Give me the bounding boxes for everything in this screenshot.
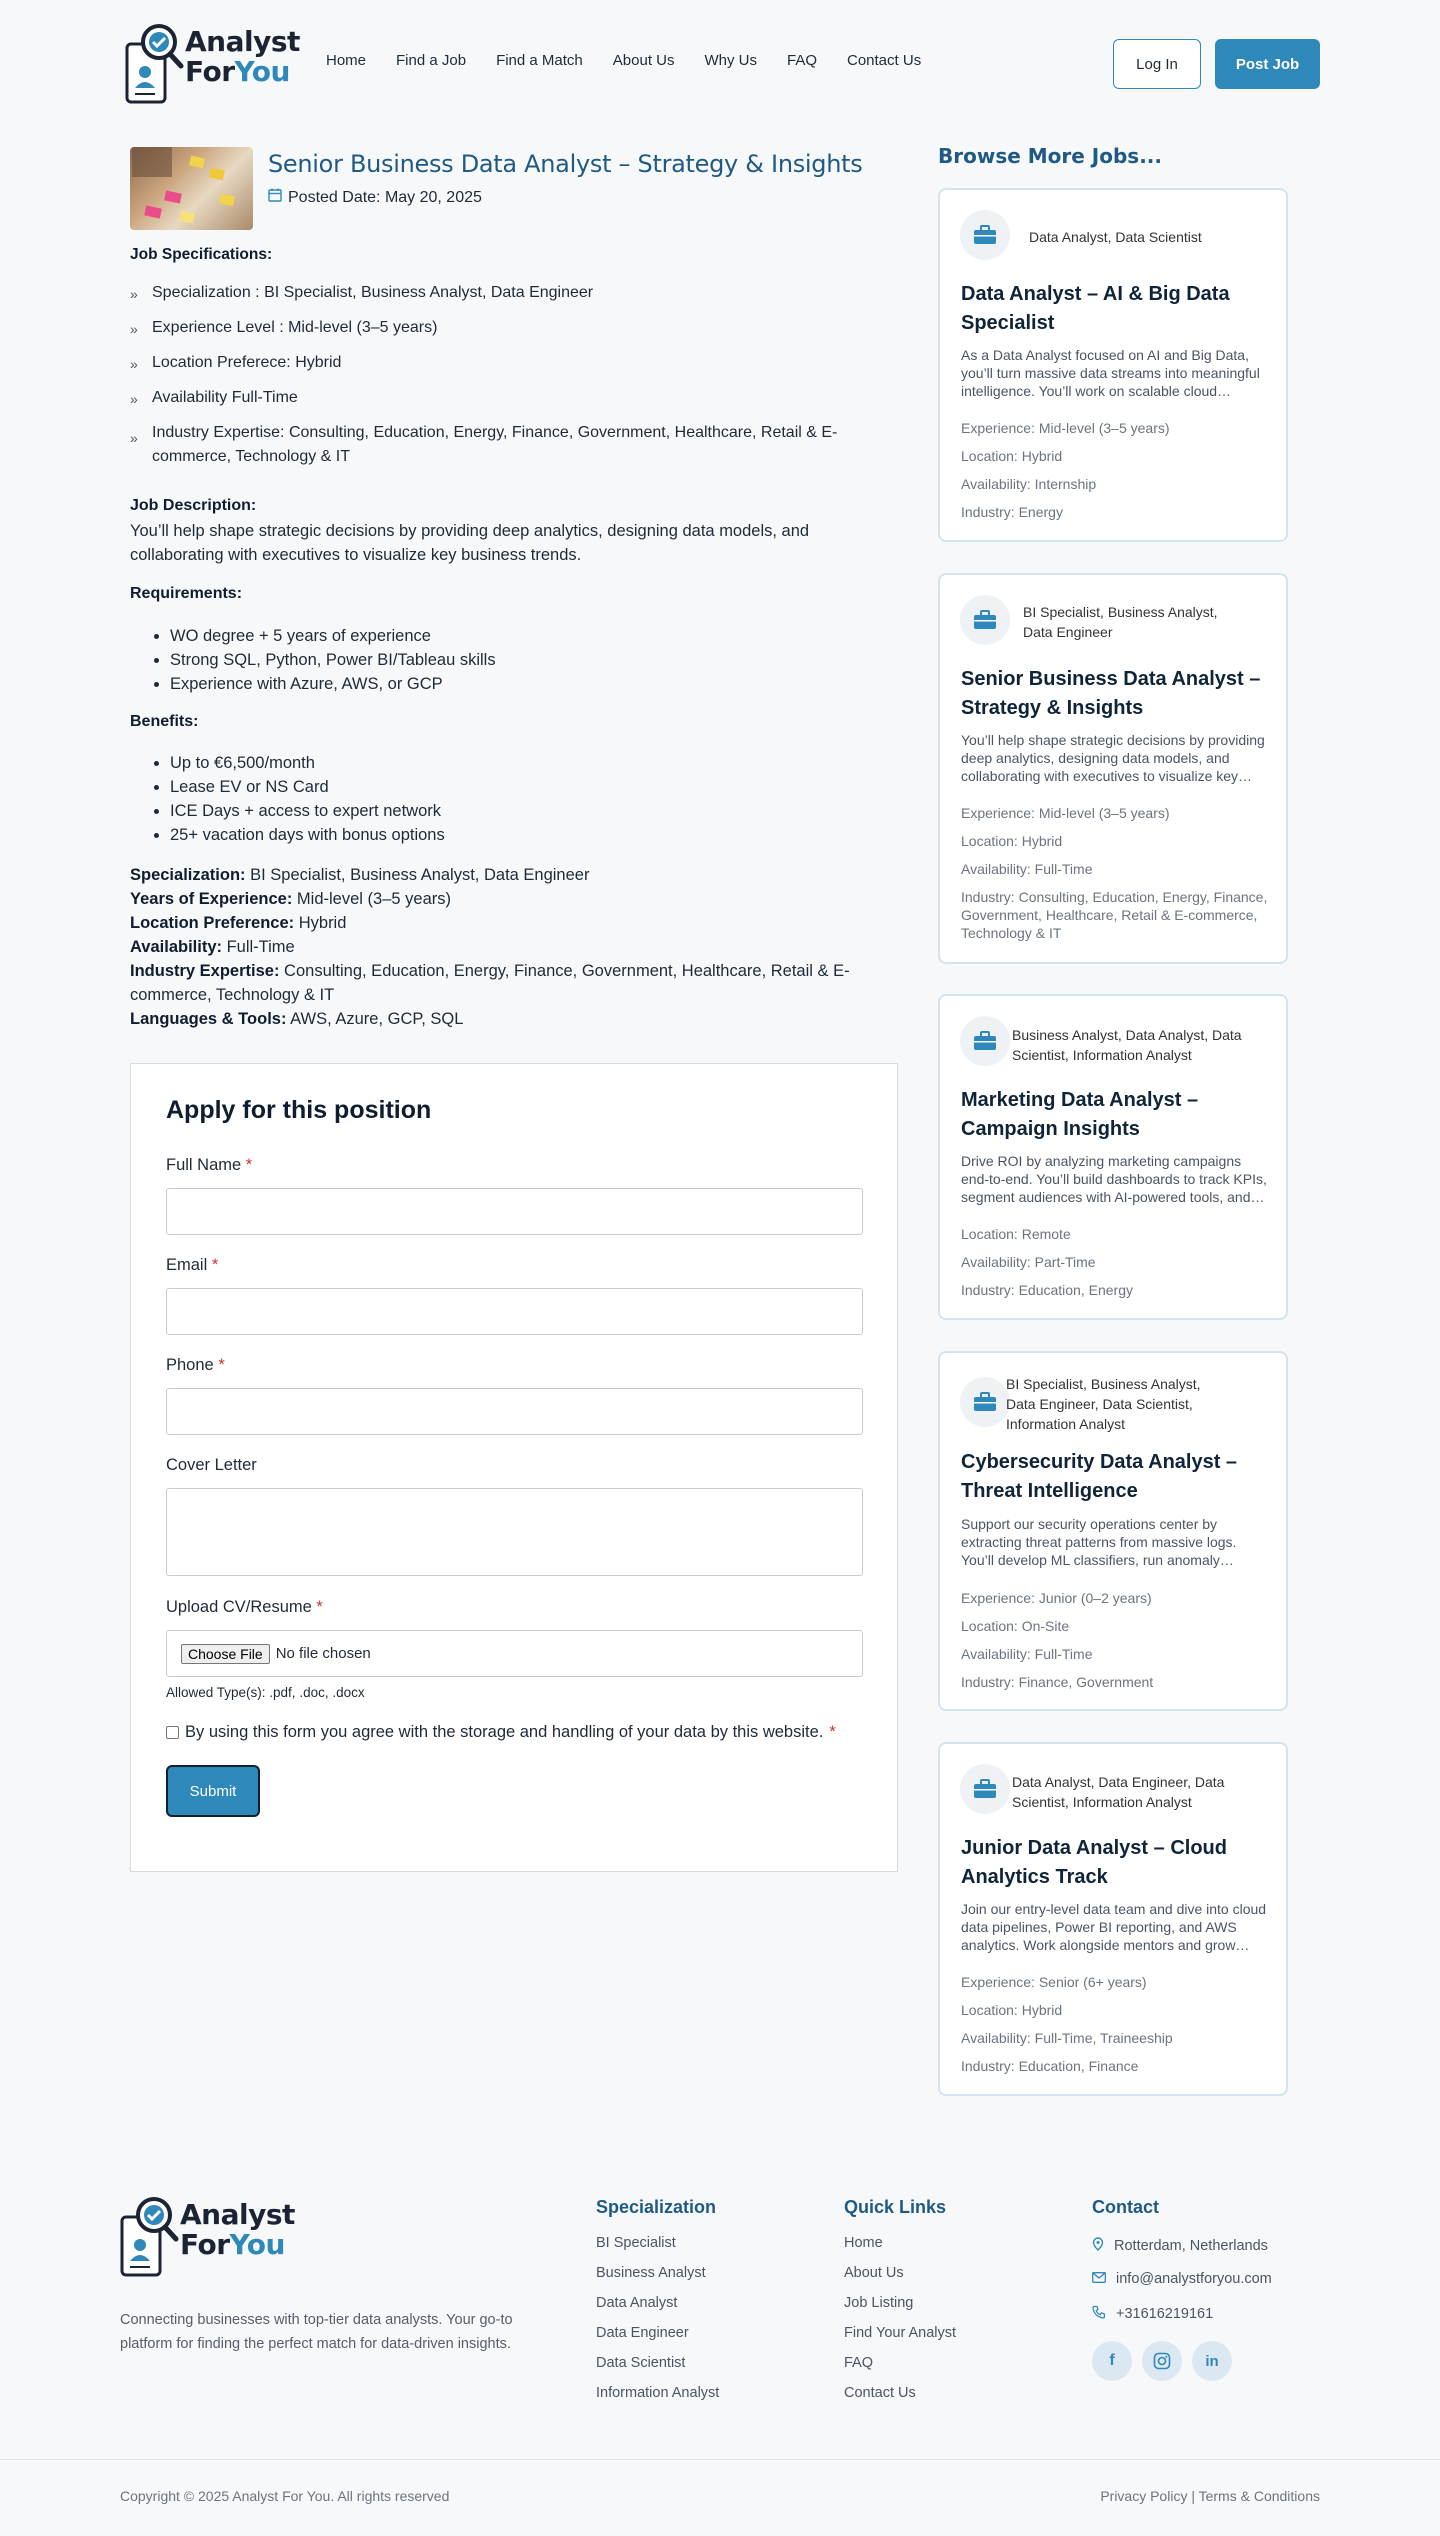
benefit-item: • Up to €6,500/month [170, 751, 445, 775]
job-card-location: Location: Remote [961, 1226, 1071, 1242]
job-card-experience: Experience: Senior (6+ years) [961, 1974, 1147, 1990]
job-description-text: You’ll help shape strategic decisions by providing deep analytics, designing data models, and collaborating with executives to visualize key business trends. [130, 522, 810, 564]
job-description-heading: Job Description: [130, 497, 257, 514]
job-card-title[interactable]: Junior Data Analyst – Cloud Analytics Track [961, 1837, 1227, 1888]
post-job-button[interactable]: Post Job [1215, 39, 1320, 89]
job-card-industry: Industry: Finance, Government [961, 1674, 1154, 1690]
footer-link-data-analyst[interactable]: Data Analyst [596, 2295, 678, 2311]
footer-link-about-us[interactable]: About Us [844, 2265, 904, 2281]
summary-experience: Years of Experience: Mid-level (3–5 years) [130, 890, 451, 908]
email-input[interactable] [166, 1288, 863, 1335]
footer-link-faq[interactable]: FAQ [844, 2355, 874, 2371]
benefit-item: • Lease EV or NS Card [170, 775, 445, 799]
job-card-categories: Data Analyst, Data Engineer, Data Scientist, Information Analyst [1012, 1774, 1225, 1810]
facebook-icon[interactable]: f [1092, 2341, 1132, 2381]
footer-link-job-listing[interactable]: Job Listing [844, 2295, 914, 2311]
logo-wordmark: Analyst ForYou [180, 2198, 295, 2261]
benefit-item: • 25+ vacation days with bonus options [170, 823, 445, 847]
briefcase-icon [960, 1764, 1010, 1814]
nav-about-us[interactable]: About Us [612, 52, 675, 69]
footer-link-business-analyst[interactable]: Business Analyst [596, 2265, 706, 2281]
nav-faq[interactable]: FAQ [786, 52, 817, 69]
job-card-availability: Availability: Full-Time [961, 1646, 1093, 1662]
job-card-description: As a Data Analyst focused on AI and Big Data, you’ll turn massive data streams into meaningful intelligence. You’ll work on scalable cloud… [961, 347, 1260, 399]
job-specifications-heading: Job Specifications: [130, 246, 273, 263]
job-card-industry: Industry: Education, Finance [961, 2058, 1139, 2074]
job-card-location: Location: Hybrid [961, 833, 1063, 849]
benefits-list [170, 751, 445, 847]
job-card-title[interactable]: Cybersecurity Data Analyst – Threat Intelligence [961, 1451, 1238, 1502]
spec-item: » Location Preferece: Hybrid [130, 351, 850, 376]
apply-form-title: Apply for this position [166, 1096, 432, 1124]
summary-availability: Availability: Full-Time [130, 938, 295, 956]
job-card-experience: Experience: Mid-level (3–5 years) [961, 420, 1170, 436]
choose-file-button[interactable]: Choose File [181, 1644, 270, 1664]
calendar-icon [268, 188, 282, 207]
job-card-availability: Availability: Internship [961, 476, 1097, 492]
analyst-logo-icon [120, 2195, 184, 2279]
footer-link-data-scientist[interactable]: Data Scientist [596, 2355, 686, 2371]
job-card-description: Drive ROI by analyzing marketing campaigns end-to-end. You’ll build dashboards to track KPIs, segment audiences with AI-powered tools, and… [961, 1153, 1267, 1205]
nav-find-a-match[interactable]: Find a Match [496, 52, 583, 69]
job-card-availability: Availability: Full-Time [961, 861, 1093, 877]
site-logo[interactable] [125, 22, 300, 106]
footer-address: Rotterdam, Netherlands [1092, 2237, 1268, 2255]
posted-date [268, 188, 482, 207]
double-chevron-right-icon: » [130, 286, 138, 302]
double-chevron-right-icon: » [130, 356, 138, 372]
job-card-availability: Availability: Full-Time, Traineeship [961, 2030, 1173, 2046]
consent-text: By using this form you agree with the storage and handling of your data by this website. [185, 1723, 824, 1741]
briefcase-icon [960, 1377, 1010, 1427]
full-name-input[interactable] [166, 1188, 863, 1235]
cv-file-input[interactable] [166, 1630, 863, 1677]
requirement-item: • Strong SQL, Python, Power BI/Tableau skills [170, 648, 496, 672]
analyst-logo-icon [125, 22, 189, 106]
cover-letter-label: Cover Letter [166, 1456, 257, 1474]
job-card-experience: Experience: Mid-level (3–5 years) [961, 805, 1170, 821]
nav-why-us[interactable]: Why Us [704, 52, 757, 69]
requirement-item: • WO degree + 5 years of experience [170, 624, 496, 648]
footer-specialization-title: Specialization [596, 2197, 717, 2217]
summary-languages: Languages & Tools: AWS, Azure, GCP, SQL [130, 1010, 464, 1028]
logo-wordmark: Analyst ForYou [185, 25, 300, 88]
location-pin-icon [1092, 2237, 1104, 2255]
requirements-list [170, 624, 496, 696]
browse-more-jobs-title: Browse More Jobs... [938, 144, 1162, 168]
job-specifications-list [130, 281, 850, 479]
job-card-industry: Industry: Consulting, Education, Energy, Finance, Government, Healthcare, Retail & E-commerce, Technology & IT [961, 889, 1268, 941]
requirement-item: • Experience with Azure, AWS, or GCP [170, 672, 496, 696]
nav-contact-us[interactable]: Contact Us [847, 52, 922, 69]
job-card-location: Location: On-Site [961, 1618, 1070, 1634]
apply-form [130, 1063, 898, 1872]
job-card-description: Join our entry-level data team and dive into cloud data pipelines, Power BI reporting, and AWS analytics. Work alongside mentors and grow… [961, 1901, 1267, 1953]
copyright-text: Copyright © 2025 Analyst For You. All rights reserved [120, 2488, 450, 2504]
job-card-title[interactable]: Data Analyst – AI & Big Data Specialist [961, 283, 1230, 334]
double-chevron-right-icon: » [130, 391, 138, 407]
login-button[interactable]: Log In [1113, 39, 1201, 89]
job-card-categories: BI Specialist, Business Analyst, Data Engineer, Data Scientist, Information Analyst [1006, 1376, 1201, 1432]
job-thumbnail-image [130, 147, 253, 230]
footer-contact-title: Contact [1092, 2197, 1159, 2217]
phone-icon [1092, 2305, 1106, 2323]
spec-item: » Industry Expertise: Consulting, Education, Energy, Finance, Government, Healthcare, Retail & E-commerce, Technology & IT [130, 424, 838, 465]
job-card[interactable] [938, 994, 1288, 1320]
job-card-location: Location: Hybrid [961, 2002, 1063, 2018]
job-card-industry: Industry: Energy [961, 504, 1063, 520]
footer-email[interactable]: info@analystforyou.com [1092, 2271, 1272, 2287]
nav-find-a-job[interactable]: Find a Job [396, 52, 467, 69]
full-name-label: Full Name * [166, 1156, 253, 1174]
job-card-title[interactable]: Senior Business Data Analyst – Strategy & Insights [961, 668, 1261, 719]
mail-icon [1092, 2271, 1106, 2287]
allowed-file-types: Allowed Type(s): .pdf, .doc, .docx [166, 1685, 365, 1700]
footer-link-find-your-analyst[interactable]: Find Your Analyst [844, 2325, 957, 2341]
job-card-categories: Business Analyst, Data Analyst, Data Scientist, Information Analyst [1012, 1027, 1242, 1063]
job-card[interactable] [938, 1351, 1288, 1711]
double-chevron-right-icon: » [130, 430, 138, 446]
job-card-industry: Industry: Education, Energy [961, 1282, 1133, 1298]
linkedin-icon[interactable]: in [1192, 2341, 1232, 2381]
job-title: Senior Business Data Analyst – Strategy & Insights [268, 150, 863, 178]
summary-specialization: Specialization: BI Specialist, Business Analyst, Data Engineer [130, 866, 590, 884]
job-card[interactable] [938, 1742, 1288, 2096]
job-card-description: Support our security operations center by extracting threat patterns from massive logs. You’ll develop ML classifiers, run anomaly… [961, 1516, 1237, 1568]
posted-date-text: Posted Date: May 20, 2025 [288, 188, 482, 206]
legal-links[interactable]: Privacy Policy | Terms & Conditions [1100, 2488, 1320, 2504]
no-file-chosen-text: No file chosen [275, 1645, 371, 1662]
footer-link-contact-us[interactable]: Contact Us [844, 2385, 916, 2401]
job-summary [130, 863, 890, 1031]
footer-description: Connecting businesses with top-tier data analysts. Your go-to platform for finding the perfect match for data-driven insights. [120, 2312, 513, 2352]
job-card-title[interactable]: Marketing Data Analyst – Campaign Insights [961, 1089, 1199, 1140]
job-card-categories: Data Analyst, Data Scientist [1029, 229, 1202, 245]
summary-location: Location Preference: Hybrid [130, 914, 347, 932]
job-card[interactable] [938, 188, 1288, 542]
briefcase-icon [960, 210, 1010, 260]
job-card-categories: BI Specialist, Business Analyst, Data Engineer [1023, 604, 1218, 640]
footer-logo[interactable] [120, 2195, 295, 2279]
footer-phone[interactable]: +31616219161 [1092, 2305, 1213, 2323]
job-card-availability: Availability: Part-Time [961, 1254, 1096, 1270]
consent-row: By using this form you agree with the storage and handling of your data by this website. * [166, 1723, 836, 1742]
email-label: Email * [166, 1256, 219, 1274]
job-card[interactable] [938, 573, 1288, 964]
job-card-description: You’ll help shape strategic decisions by providing deep analytics, designing data models, and collaborating with executives to visualize key… [961, 732, 1265, 784]
job-card-location: Location: Hybrid [961, 448, 1063, 464]
phone-label: Phone * [166, 1356, 225, 1374]
footer-link-data-engineer[interactable]: Data Engineer [596, 2325, 689, 2341]
main-nav [326, 52, 951, 69]
benefit-item: • ICE Days + access to expert network [170, 799, 445, 823]
requirements-heading: Requirements: [130, 585, 243, 602]
footer-quick-links-title: Quick Links [844, 2197, 947, 2217]
nav-home[interactable]: Home [326, 52, 367, 69]
spec-item: » Experience Level : Mid-level (3–5 years) [130, 316, 850, 341]
consent-checkbox[interactable] [166, 1726, 179, 1739]
double-chevron-right-icon: » [130, 321, 138, 337]
spec-item: » Specialization : BI Specialist, Business Analyst, Data Engineer [130, 281, 850, 306]
submit-button[interactable]: Submit [166, 1765, 260, 1817]
upload-cv-label: Upload CV/Resume * [166, 1598, 323, 1616]
cover-letter-textarea[interactable] [166, 1488, 863, 1576]
site-header [0, 0, 1440, 128]
summary-industry: Industry Expertise: Consulting, Education, Energy, Finance, Government, Healthcare, Retail & E-commerce, Technology & IT [130, 962, 850, 1004]
briefcase-icon [960, 595, 1010, 645]
phone-input[interactable] [166, 1388, 863, 1435]
instagram-icon[interactable] [1142, 2341, 1182, 2381]
briefcase-icon [960, 1016, 1010, 1066]
spec-item: » Availability Full-Time [130, 386, 850, 411]
job-card-experience: Experience: Junior (0–2 years) [961, 1590, 1152, 1606]
footer-link-home[interactable]: Home [844, 2235, 883, 2251]
footer-divider [0, 2459, 1440, 2460]
footer-link-information-analyst[interactable]: Information Analyst [596, 2385, 720, 2401]
footer-link-bi-specialist[interactable]: BI Specialist [596, 2235, 676, 2251]
benefits-heading: Benefits: [130, 713, 199, 730]
